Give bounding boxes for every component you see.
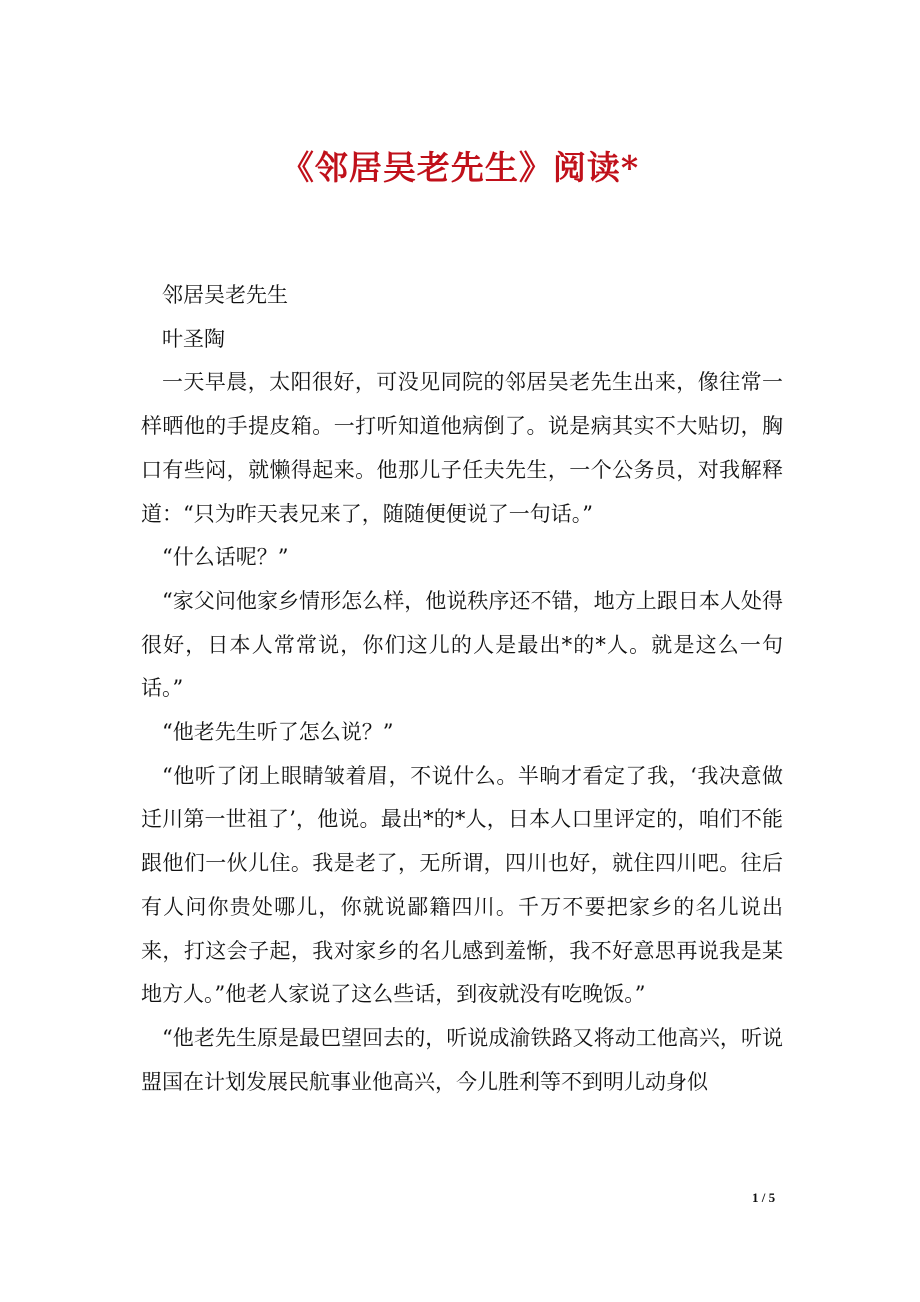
body-paragraph: “什么话呢？” (162, 545, 289, 570)
page-number: 1 / 5 (752, 1190, 776, 1205)
document-title: 《邻居吴老先生》阅读* (280, 148, 640, 187)
author-name: 叶圣陶 (162, 326, 225, 351)
document-body (141, 274, 783, 1104)
body-paragraph: “他老先生听了怎么说？” (162, 720, 394, 745)
body-paragraph: “家父问他家乡情形怎么样，他说秩序还不错，地方上跟日本人处得很好，日本人常常说，你们这儿的人是最出*的*人。就是这么一句话。” (141, 588, 783, 701)
body-paragraph: “他听了闭上眼睛皱着眉，不说什么。半晌才看定了我，‘我决意做迁川第一世祖了’，他说。最出*的*人，日本人口里评定的，咱们不能跟他们一伙儿住。我是老了，无所谓，四川也好，就住四川吧。往后有人问你贵处哪儿，你就说鄙籍四川。千万不要把家乡的名儿说出来，打这会子起，我对家乡的名儿感到羞惭，我不好意思再说我是某地方人。”他老人家说了这么些话，到夜就没有吃晚饭。” (141, 763, 783, 1007)
body-paragraph: “他老先生原是最巴望回去的，听说成渝铁路又将动工他高兴，听说盟国在计划发展民航事业他高兴，今儿胜利等不到明儿动身似 (141, 1025, 783, 1094)
body-paragraph: 一天早晨，太阳很好，可没见同院的邻居吴老先生出来，像往常一样晒他的手提皮箱。一打听知道他病倒了。说是病其实不大贴切，胸口有些闷，就懒得起来。他那儿子任夫先生，一个公务员，对我解释道：“只为昨天表兄来了，随随便便说了一句话。” (141, 370, 783, 526)
article-heading: 邻居吴老先生 (162, 283, 288, 307)
